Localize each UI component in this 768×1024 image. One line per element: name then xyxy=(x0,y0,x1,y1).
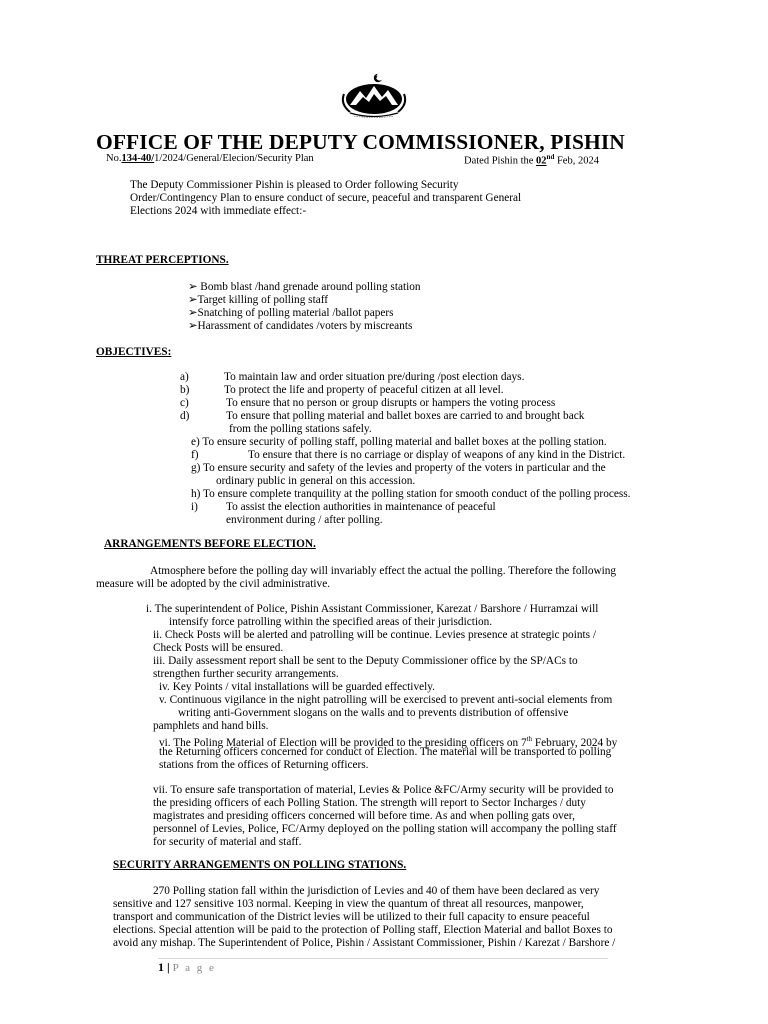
threat-item: ➢Target killing of polling staff xyxy=(188,294,329,306)
reference-number: No.134-40/1/2024/General/Elecion/Security Plan xyxy=(106,153,314,164)
arrangement-item-continued: Check Posts will be ensured. xyxy=(153,642,284,654)
objectives-heading: OBJECTIVES: xyxy=(96,346,172,358)
objective-marker: c) xyxy=(180,397,189,409)
objective-item: To protect the life and property of peaceful citizen at all level. xyxy=(224,384,504,396)
footer-divider xyxy=(158,958,608,959)
threat-item: ➢Harassment of candidates /voters by miscreants xyxy=(188,320,413,332)
arrangement-item-continued: the Returning officers concerned for conduct of Election. The material will be transported to polling xyxy=(159,746,612,758)
office-title: OFFICE OF THE DEPUTY COMMISSIONER, PISHIN xyxy=(96,130,625,154)
objective-item: g) To ensure security and safety of the levies and property of the voters in particular and the xyxy=(191,462,606,474)
page-number: 1 xyxy=(158,960,164,974)
district-emblem-icon xyxy=(336,72,412,120)
arrangement-item: vii. To ensure safe transportation of material, Levies & Police &FC/Army security will be provided to xyxy=(153,784,614,796)
arrangement-item-continued: pamphlets and hand bills. xyxy=(153,720,269,732)
arrangement-item: vi. The Poling Material of Election will be provided to the presiding officers on 7th February, 2024 by xyxy=(159,735,618,749)
security-paragraph-line: avoid any mishap. The Superintendent of Police, Pishin / Assistant Commissioner, Pishin / Karezat / Barshore / xyxy=(113,937,616,949)
objective-marker: b) xyxy=(180,384,190,396)
security-arrangements-heading: SECURITY ARRANGEMENTS ON POLLING STATIONS. xyxy=(113,859,407,871)
threat-item: ➢Snatching of polling material /ballot papers xyxy=(188,307,394,319)
threat-item: ➢ Bomb blast /hand grenade around polling station xyxy=(188,281,421,293)
objective-item: To maintain law and order situation pre/during /post election days. xyxy=(224,371,525,383)
arrangement-item-continued: personnel of Levies, Police, FC/Army deployed on the polling station will accompany the polling staff xyxy=(153,823,617,835)
objective-marker: a) xyxy=(180,371,189,383)
page-footer: 1 | P a g e xyxy=(158,960,216,974)
security-paragraph-line: elections. Special attention will be paid to the protection of Polling staff, Election Material and ballot Boxes to xyxy=(113,924,613,936)
objective-item: To ensure that polling material and ballet boxes are carried to and brought back xyxy=(226,410,585,422)
arrangement-item-continued: magistrates and presiding officers concerned will before time. As and when polling gats over, xyxy=(153,810,575,822)
arrangement-item: v. Continuous vigilance in the night patrolling will be exercised to prevent anti-social elements from xyxy=(159,694,613,706)
letter-date: Dated Pishin the 02nd Feb, 2024 xyxy=(464,153,599,167)
security-paragraph-line: transport and communication of the District levies will be utilized to their full capacity to ensure peaceful xyxy=(113,911,590,923)
threat-perceptions-heading: THREAT PERCEPTIONS. xyxy=(96,254,229,266)
objective-item: To ensure that there is no carriage or display of weapons of any kind in the District. xyxy=(248,449,626,461)
objective-marker: d) xyxy=(180,410,190,422)
arrangement-item: ii. Check Posts will be alerted and patrolling will be continue. Levies presence at strategic points / xyxy=(153,629,596,641)
objective-item-continued: from the polling stations safely. xyxy=(229,423,372,435)
arrangement-item: iv. Key Points / vital installations will be guarded effectively. xyxy=(159,681,435,693)
objective-marker: f) xyxy=(191,449,199,461)
arrangement-item-continued: strengthen further security arrangements. xyxy=(153,668,339,680)
arrangement-item-continued: the presiding officers of each Polling Station. The strength will report to Sector Incharges / duty xyxy=(153,797,586,809)
page-label: P a g e xyxy=(172,962,216,974)
arrangements-intro: Atmosphere before the polling day will invariably effect the actual the polling. Therefore the following xyxy=(150,565,617,577)
arrangement-item-continued: intensify force patrolling within the specified areas of their jurisdiction. xyxy=(169,616,493,628)
objective-item-continued: environment during / after polling. xyxy=(226,514,383,526)
objective-item: e) To ensure security of polling staff, polling material and ballet boxes at the polling station. xyxy=(191,436,607,448)
objective-item: To ensure that no person or group disrupts or hampers the voting process xyxy=(226,397,556,409)
arrangement-item-continued: for security of material and staff. xyxy=(153,836,302,848)
security-paragraph-line: sensitive and 127 sensitive 103 normal. Keeping in view the quantum of threat all resources, manpower, xyxy=(113,898,584,910)
intro-paragraph: The Deputy Commissioner Pishin is pleased to Order following Security Order/Contingency Plan to ensure conduct of secure, peaceful and transparent General Elections 2024 with immediate effect:- xyxy=(130,179,522,217)
objective-marker: i) xyxy=(191,501,198,513)
arrangements-intro-continued: measure will be adopted by the civil administrative. xyxy=(96,578,331,590)
objective-item: h) To ensure complete tranquility at the polling station for smooth conduct of the polling process. xyxy=(191,488,631,500)
arrangement-item: iii. Daily assessment report shall be sent to the Deputy Commissioner office by the SP/ACs to xyxy=(153,655,578,667)
security-paragraph-line: 270 Polling station fall within the jurisdiction of Levies and 40 of them have been declared as very xyxy=(153,885,600,897)
arrangement-item: i. The superintendent of Police, Pishin Assistant Commissioner, Karezat / Barshore / Hurramzai will xyxy=(146,603,599,615)
objective-item-continued: ordinary public in general on this accession. xyxy=(216,475,416,487)
objective-item: To assist the election authorities in maintenance of peaceful xyxy=(226,501,496,513)
arrangements-heading: ARRANGEMENTS BEFORE ELECTION. xyxy=(104,538,316,550)
arrangement-item-continued: writing anti-Government slogans on the walls and to prevents distribution of offensive xyxy=(178,707,569,719)
arrangement-item-continued: stations from the offices of Returning officers. xyxy=(159,759,369,771)
